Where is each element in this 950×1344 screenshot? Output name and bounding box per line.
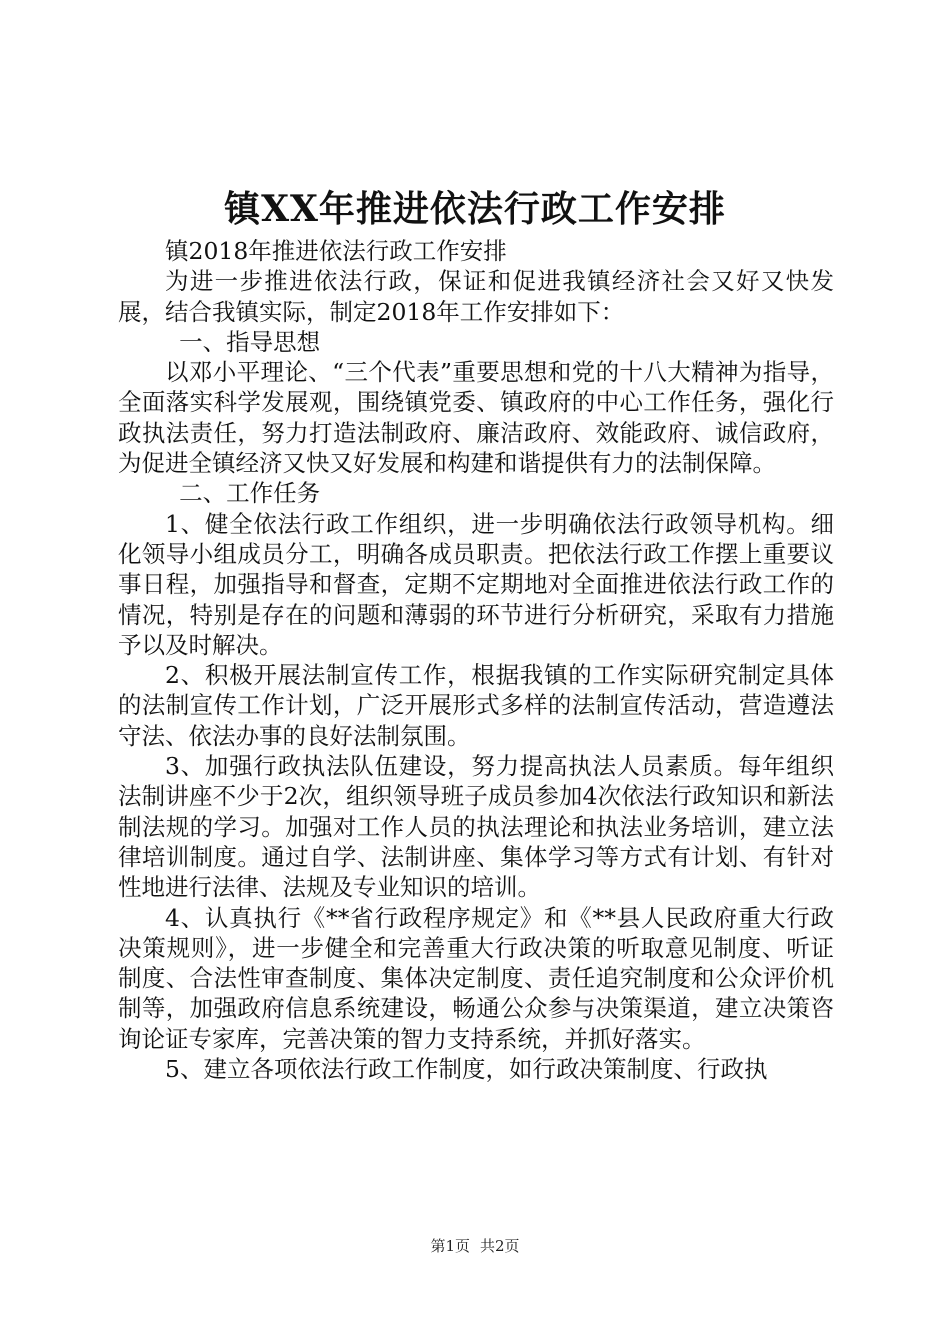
section-heading-guiding-ideology: 一、指导思想 bbox=[179, 327, 321, 356]
subtitle-paragraph: 镇2018年推进依法行政工作安排 bbox=[165, 237, 507, 265]
page-total: 共2页 bbox=[480, 1237, 520, 1255]
page-footer bbox=[0, 1236, 950, 1256]
intro-paragraph: 为进一步推进依法行政，保证和促进我镇经济社会又好又快发展，结合我镇实际，制定2018年工作安排如下： bbox=[118, 267, 834, 326]
task-paragraph-5: 5、建立各项依法行政工作制度，如行政决策制度、行政执 bbox=[165, 1055, 768, 1084]
task-paragraph-3: 3、加强行政执法队伍建设，努力提高执法人员素质。每年组织法制讲座不少于2次，组织领导班子成员参加4次依法行政知识和新法制法规的学习。加强对工作人员的执法理论和执法业务培训，建立法律培训制度。通过自学、法制讲座、集体学习等方式有计划、有针对性地进行法律、法规及专业知识的培训。 bbox=[118, 752, 834, 902]
guiding-ideology-paragraph: 以邓小平理论、“三个代表”重要思想和党的十八大精神为指导，全面落实科学发展观，围绕镇党委、镇政府的中心工作任务，强化行政执法责任，努力打造法制政府、廉洁政府、效能政府、诚信政府，为促进全镇经济又快又好发展和构建和谐提供有力的法制保障。 bbox=[118, 358, 834, 478]
task-paragraph-1: 1、健全依法行政工作组织，进一步明确依法行政领导机构。细化领导小组成员分工，明确各成员职责。把依法行政工作摆上重要议事日程，加强指导和督查，定期不定期地对全面推进依法行政工作的情况，特别是存在的问题和薄弱的环节进行分析研究，采取有力措施予以及时解决。 bbox=[118, 509, 834, 659]
task-paragraph-4: 4、认真执行《**省行政程序规定》和《**县人民政府重大行政决策规则》，进一步健全和完善重大行政决策的听取意见制度、听证制度、合法性审查制度、集体决定制度、责任追究制度和公众评价机制等，加强政府信息系统建设，畅通公众参与决策渠道，建立决策咨询论证专家库，完善决策的智力支持系统，并抓好落实。 bbox=[118, 903, 834, 1053]
page-number: 第1页 bbox=[430, 1237, 470, 1255]
document-title: 镇XX年推进依法行政工作安排 bbox=[224, 188, 726, 230]
section-heading-work-tasks: 二、工作任务 bbox=[179, 479, 321, 508]
document-body bbox=[118, 236, 834, 1084]
task-paragraph-2: 2、积极开展法制宣传工作，根据我镇的工作实际研究制定具体的法制宣传工作计划，广泛开展形式多样的法制宣传活动，营造遵法守法、依法办事的良好法制氛围。 bbox=[118, 661, 834, 750]
